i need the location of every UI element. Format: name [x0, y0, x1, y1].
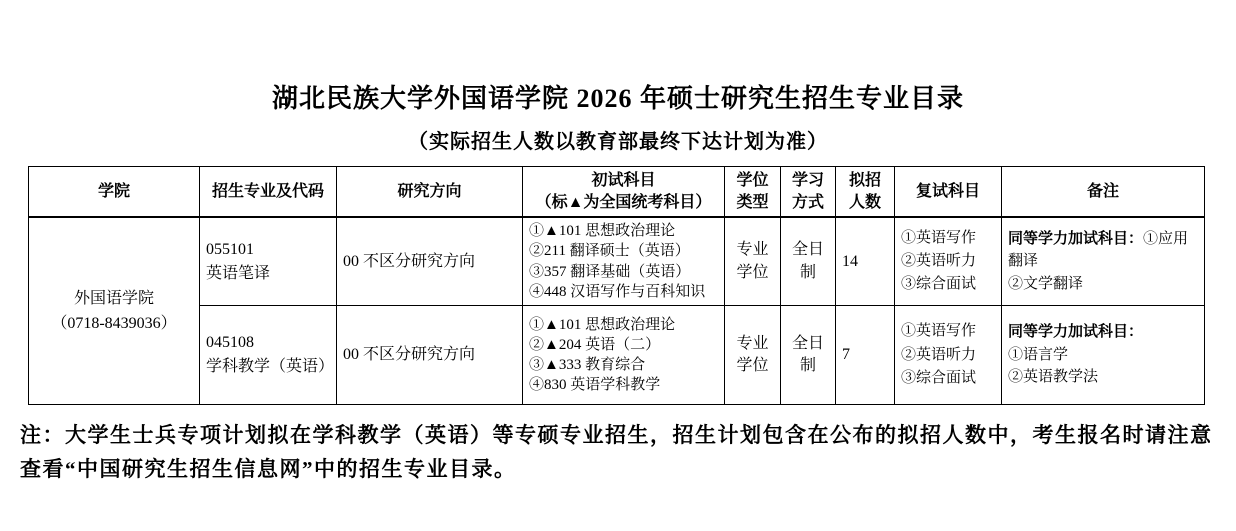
- degree-type-cell: 专业 学位: [725, 306, 781, 405]
- table-row: [29, 217, 1205, 306]
- header-quota: 拟招 人数: [836, 167, 895, 218]
- college-phone: （0718-8439036）: [51, 315, 177, 333]
- study-mode-cell: 全日 制: [781, 306, 836, 405]
- page-subtitle: （实际招生人数以教育部最终下达计划为准）: [408, 131, 828, 153]
- college-cell: [29, 217, 200, 405]
- footnote: [20, 419, 1220, 486]
- direction-cell: 00 不区分研究方向: [337, 306, 523, 405]
- footnote-text: 大学生士兵专项计划拟在学科教学（英语）等专硕专业招生，招生计划包含在公布的拟招人数中，考生报名时请注意查看“中国研究生招生信息网”中的招生专业目录。: [20, 423, 1213, 481]
- degree-type-cell: 专业 学位: [725, 217, 781, 306]
- footnote-prefix: 注：: [20, 423, 65, 448]
- study-mode-cell: 全日 制: [781, 217, 836, 306]
- college-name: 外国语学院: [73, 289, 154, 307]
- remarks-label: 同等学力加试科目：: [1008, 230, 1144, 247]
- major-cell: 055101 英语笔译: [200, 217, 337, 306]
- header-degree-type: 学位 类型: [725, 167, 781, 218]
- retest-cell: ①英语写作 ②英语听力 ③综合面试: [895, 217, 1002, 306]
- header-major: 招生专业及代码: [200, 167, 337, 218]
- remarks-label: 同等学力加试科目：: [1008, 324, 1144, 341]
- direction-cell: 00 不区分研究方向: [337, 217, 523, 306]
- quota-cell: 14: [836, 217, 895, 306]
- table-header-row: [29, 167, 1205, 218]
- page-title: 湖北民族大学外国语学院 2026 年硕士研究生招生专业目录: [271, 84, 964, 113]
- header-retest: 复试科目: [895, 167, 1002, 218]
- initial-exam-cell: ①▲101 思想政治理论 ②211 翻译硕士（英语） ③357 翻译基础（英语） ④448 汉语写作与百科知识: [523, 217, 725, 306]
- table-row: [29, 306, 1205, 405]
- quota-cell: 7: [836, 306, 895, 405]
- header-remarks: 备注: [1002, 167, 1205, 218]
- header-study-mode: 学习 方式: [781, 167, 836, 218]
- remarks-cell: 同等学力加试科目：①应用翻译 ②文学翻译: [1002, 217, 1205, 306]
- major-cell: 045108 学科教学（英语）: [200, 306, 337, 405]
- header-initial-exam: 初试科目 （标▲为全国统考科目）: [523, 167, 725, 218]
- admissions-catalog-table: [28, 166, 1205, 405]
- remarks-cell: 同等学力加试科目： ①语言学 ②英语教学法: [1002, 306, 1205, 405]
- retest-cell: ①英语写作 ②英语听力 ③综合面试: [895, 306, 1002, 405]
- initial-exam-cell: ①▲101 思想政治理论 ②▲204 英语（二） ③▲333 教育综合 ④830 英语学科教学: [523, 306, 725, 405]
- header-direction: 研究方向: [337, 167, 523, 218]
- header-college: 学院: [29, 167, 200, 218]
